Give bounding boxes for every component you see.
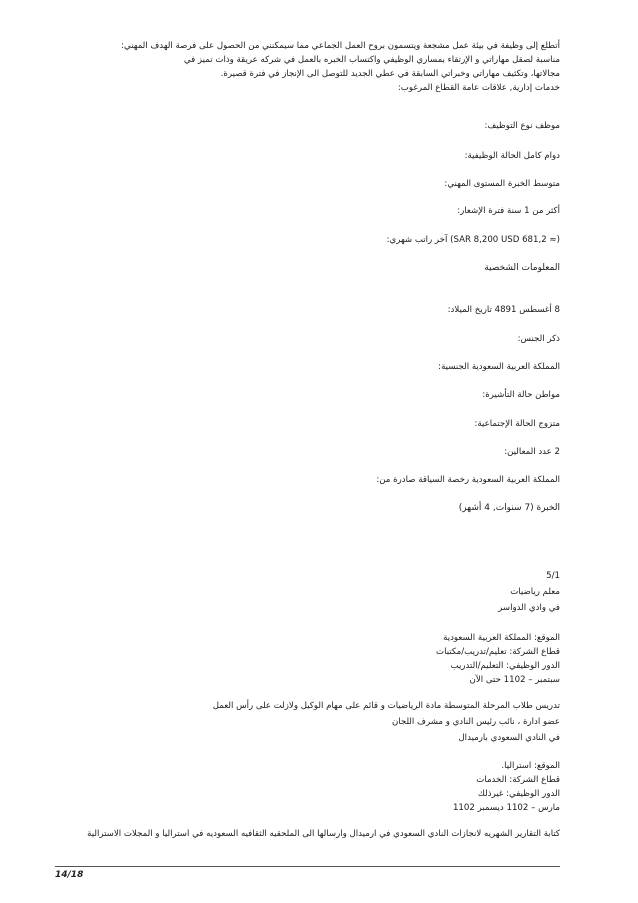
role2-location: الموقع: استراليا. [501, 761, 560, 771]
career-objective-line-1: أتطلع إلى وظيفة في بيئة عمل مشجعة ويتسمون بروح العمل الجماعي مما سيمكنني من الحصول على فرصة الهدف المهني: [121, 41, 560, 51]
employment-status: دوام كامل الحالة الوظيفية: [464, 151, 560, 161]
job-location: الموقع: المملكة العربية السعودية [443, 633, 560, 643]
role2-sector: قطاع الشركة: الخدمات [476, 775, 560, 785]
personal-info-heading: المعلومات الشخصية [484, 263, 560, 273]
birth-date: 8 أغسطس 4891 تاريخ الميلاد: [447, 305, 560, 315]
role2-role: الدور الوظيفي: غيرذلك [477, 789, 560, 799]
visa-status: مواطن حالة التأشيرة: [482, 390, 560, 400]
job-dates: سبتمبر – 1102 حتى الآن [469, 675, 560, 685]
job-title: معلم رياضيات [510, 587, 560, 597]
nationality: المملكة العربية السعودية الجنسية: [438, 362, 560, 372]
job-index: 5/1 [546, 571, 560, 581]
role2-dates: مارس – 1102 ديسمبر 1102 [452, 803, 560, 813]
job-description: تدريس طلاب المرحلة المتوسطة مادة الرياضيات و قائم على مهام الوكيل ولازلت على رأس العمل [212, 701, 560, 711]
career-objective-line-2: مناسبة لصقل مهاراتي و الإرتقاء بمساري الوظيفي واكتساب الخبره بالعمل في شركه عريقة وذات تميز في [183, 55, 560, 65]
notice-period: أكثر من 1 سنة فترة الإشعار: [457, 206, 560, 216]
page-number: 14/18 [55, 870, 84, 880]
job-company: في وادي الدواسر [498, 603, 560, 613]
role2-title: عضو ادارة ، نائب رئيس النادي و مشرف اللجان [391, 717, 560, 727]
employment-type: موظف نوع التوظيف: [484, 121, 560, 131]
experience-heading: الخبرة (7 سنوات, 4 أشهر) [458, 503, 560, 513]
career-level: متوسط الخبرة المستوى المهني: [444, 179, 560, 189]
footer-divider [55, 866, 560, 867]
role2-company: في النادي السعودي بارميدال [458, 733, 560, 743]
role2-description: كتابة التقارير الشهريه لانجازات النادي السعودي في ارميدال وارسالها الى الملحقيه الثقافيه السعوديه في استراليا و المجلات الاسترالية [87, 829, 560, 839]
dependents: 2 عدد المعالين: [504, 447, 560, 457]
desired-sector: خدمات إدارية, علاقات عامة القطاع المرغوب: [397, 83, 560, 93]
job-sector: قطاع الشركة: تعليم/تدريب/مكتبات [436, 647, 560, 657]
gender: ذكر الجنس: [517, 334, 560, 344]
job-role: الدور الوظيفي: التعليم/التدريب [450, 661, 560, 671]
career-objective-line-3: مجالاتها، وتكثيف مهاراتي وخبراتي السابقة في عطي الجديد للتوصل الى الإنجاز في فترة قصيرة. [220, 69, 560, 79]
last-monthly-salary: (≈ SAR 8,200 USD 681,2) آخر راتب شهري: [386, 235, 560, 245]
marital-status: متزوج الحالة الإجتماعية: [474, 419, 560, 429]
driving-license: المملكة العربية السعودية رخصة السياقة صادرة من: [376, 475, 560, 485]
